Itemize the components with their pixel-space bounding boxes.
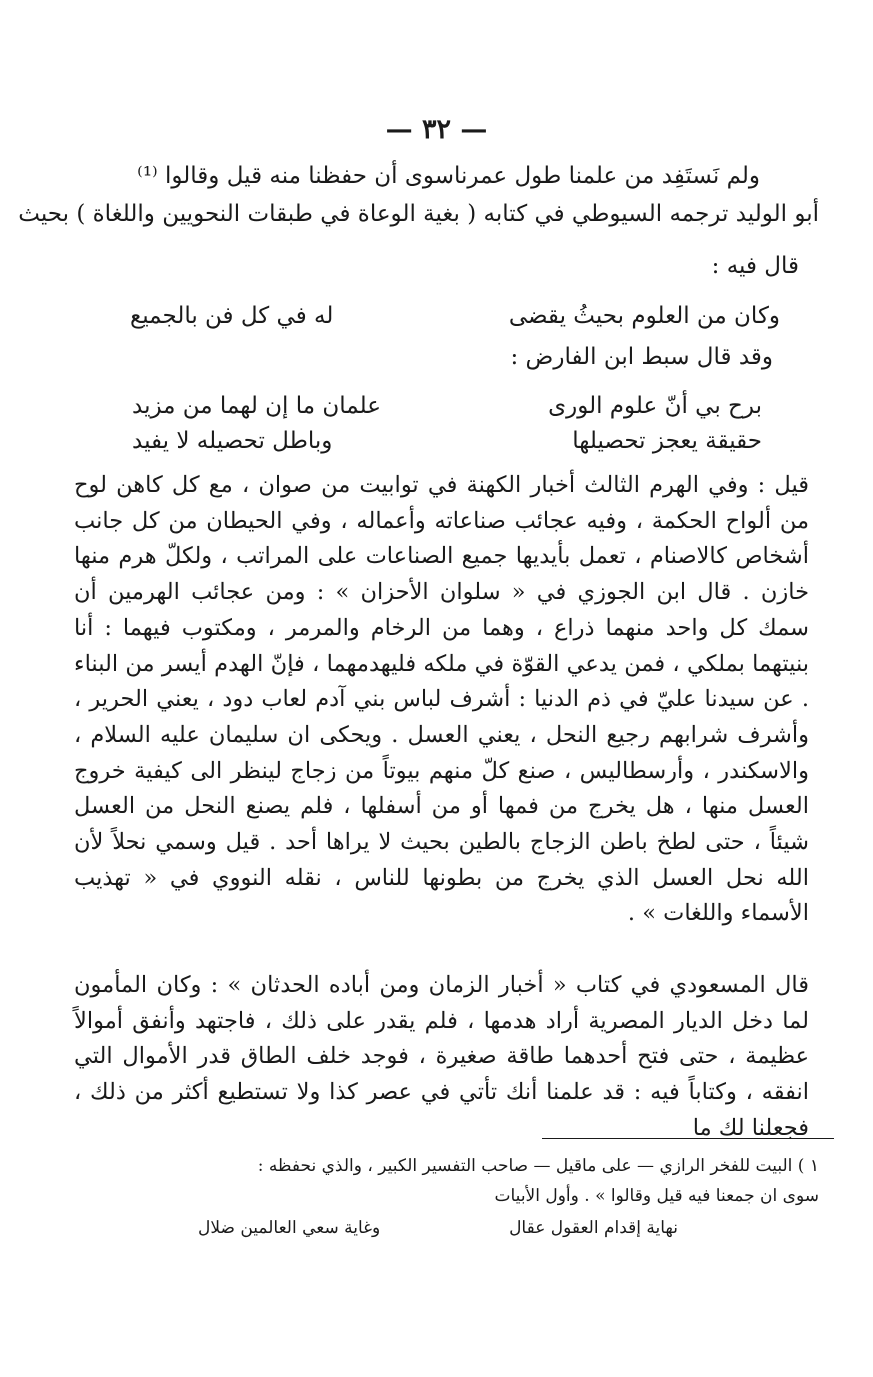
footnote-line-2: سوى ان جمعنا فيه قيل وقالوا » . وأول الأبيات xyxy=(494,1186,819,1206)
verse-four xyxy=(132,423,762,459)
intro-line-1: أبو الوليد ترجمه السيوطي في كتابه ( بغية الوعاة في طبقات النحويين واللغاة ) بحيث xyxy=(18,201,819,227)
verse-two xyxy=(130,298,780,334)
masudi-paragraph: قال المسعودي في كتاب « أخبار الزمان ومن أباده الحدثان » : وكان المأمون لما دخل الديار المصرية أراد هدمها ، فلم يقدر على ذلك ، فاجتهد وأنفق أموالاً عظيمة ، حتى فتح أحدهما طاقة صغيرة ، فوجد خلف الطاق قدر الأموال التي انفقه ، وكتاباً فيه : قد علمنا أنك تأتي في عصر كذا ولا تستطيع أكثر من ذلك ، فجعلنا لك ما xyxy=(74,972,809,1141)
verse-second-hemistich: وباطل تحصيله لا يفيد xyxy=(132,428,333,454)
verse-first-hemistich: نهاية إقدام العقول عقال xyxy=(509,1218,678,1238)
footnote-verse xyxy=(198,1214,678,1242)
verse-second-hemistich: علمان ما إن لهما من مزيد xyxy=(132,393,381,419)
verse-second-hemistich: له في كل فن بالجميع xyxy=(130,303,334,329)
main-paragraph: قيل : وفي الهرم الثالث أخبار الكهنة في توابيت من صوان ، مع كل كاهن لوح من ألواح الحكمة ، وفيه عجائب صناعاته وأعماله ، وفي الحيطان من كل جانب أشخاص كالاصنام ، تعمل بأيديها جميع الصناعات على المراتب ، ولكلّ هرم منها خازن . قال ابن الجوزي في « سلوان الأحزان » : ومن عجائب الهرمين أن سمك كل واحد منهما ذراع ، وهما من الرخام والمرمر ، ومكتوب فيهما : أنا بنيتهما بملكي ، فمن يدعي القوّة في ملكه فليهدمهما ، فإنّ الهدم أيسر من البناء . عن سيدنا عليّ في ذم الدنيا : أشرف لباس بني آدم لعاب دود ، يعني الحرير ، وأشرف شرابهم رجيع النحل ، يعني العسل . ويحكى ان سليمان عليه السلام ، والاسكندر ، وأرسطاليس ، صنع كلّ منهم بيوتاً من زجاج لينظر الى كيفية خروج العسل منها ، هل يخرج من فمها أو من أسفلها ، فلم يصنع النحل من العسل شيئاً ، حتى لطخ باطن الزجاج بالطين بحيث لا يراها أحد . قيل وسمي نحلاً لأن الله نحل العسل الذي يخرج من بطونها للناس ، نقله النووي في « تهذيب الأسماء واللغات » . xyxy=(74,472,809,927)
verse-first-hemistich: برح بي أنّ علوم الورى xyxy=(548,393,762,419)
verse-first-hemistich: وكان من العلوم بحيثُ يقضى xyxy=(508,303,780,329)
verse-first-hemistich: حقيقة يعجز تحصيلها xyxy=(572,428,762,454)
footnote-separator xyxy=(542,1138,834,1139)
opening-verse xyxy=(137,158,760,194)
verse-first-hemistich: ولم نَستَفِد من علمنا طول عمرنا xyxy=(454,163,760,189)
footnote-line-1: ١ ) البيت للفخر الرازي — على ماقيل — صاحب التفسير الكبير ، والذي نحفظه : xyxy=(257,1156,819,1176)
verse-second-hemistich: وغاية سعي العالمين ضلال xyxy=(198,1218,381,1238)
intro-line-2: قال فيه : xyxy=(711,253,799,279)
page-number: — ٣٢ — xyxy=(385,114,488,145)
verse-three xyxy=(132,388,762,424)
intro-ibn-alfarid: وقد قال سبط ابن الفارض : xyxy=(510,344,773,370)
verse-second-hemistich: سوى أن حفظنا منه قيل وقالوا ⁽¹⁾ xyxy=(137,163,455,189)
